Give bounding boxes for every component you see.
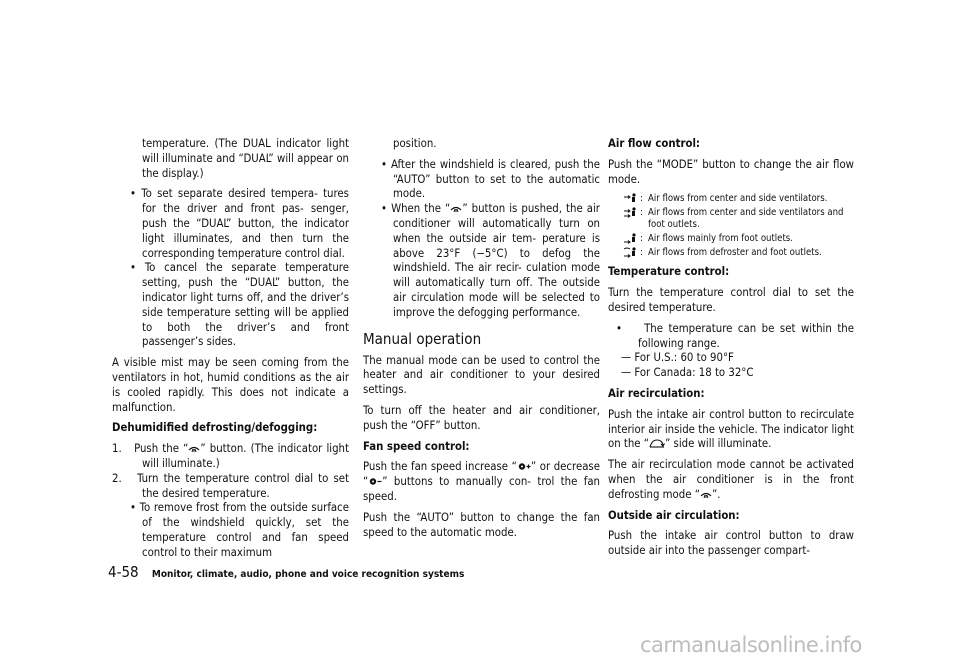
- step-text: Turn the temperature control dial to set the desired temperature.: [137, 471, 350, 500]
- fan-speed-heading: Fan speed control:: [363, 439, 470, 453]
- page-footer: [108, 565, 464, 583]
- legend-item: : Air flows from defroster and foot outlets.: [622, 247, 854, 259]
- text-part: ” side will illuminate.: [665, 437, 772, 451]
- range-canada: — For Canada: 18 to 32°C: [621, 366, 754, 380]
- watermark: carmanualsonline.info: [640, 633, 862, 657]
- text-part: ”.: [711, 487, 721, 501]
- bi-level-vent-icon: [622, 207, 640, 218]
- continued-text: temperature. (The DUAL indicator light will illuminate and “DUAL” will appear on the display.): [142, 137, 349, 180]
- legend-text: Air flows from center and side ventilators.: [648, 193, 828, 205]
- step-text: Push the “: [134, 442, 189, 456]
- legend-text: Air flows from center and side ventilators and foot outlets.: [648, 207, 844, 231]
- fan-decrease-icon: [368, 477, 382, 486]
- outside-air-heading: Outside air circulation:: [608, 508, 740, 522]
- turn-off-text: To turn off the heater and air conditioner, push the “OFF” button.: [363, 403, 600, 432]
- defrost-foot-icon: [622, 247, 640, 258]
- column-2: [363, 137, 600, 546]
- bullet-temp-range: • The temperature can be set within the following range.: [616, 321, 854, 350]
- bullet-windshield-cleared: • After the windshield is cleared, push the “AUTO” button to set to the automatic mode.: [381, 157, 600, 201]
- defrost-icon: [450, 204, 462, 213]
- bullet-text: When the “: [391, 202, 451, 216]
- text-part: Push the fan speed increase “: [363, 460, 517, 474]
- fan-speed-text: [363, 460, 600, 504]
- temperature-heading: Temperature control:: [608, 265, 730, 279]
- legend-item: : Air flows mainly from foot outlets.: [622, 233, 854, 245]
- range-us: — For U.S.: 60 to 90°F: [621, 351, 734, 365]
- bullet-dual-set: • To set separate desired tempera- tures for the driver and front pas- senger, push the “DUAL” button, the indicator light illuminates, and then turn the corresponding temperature control dial.: [130, 187, 349, 260]
- bullet-dual-cancel: • To cancel the separate temperature setting, push the “DUAL” button, the indicator light turns off, and the driver’s side temperature setting will be applied to both the driver’s and front passenger’s sides.: [130, 261, 349, 349]
- legend-text: Air flows mainly from foot outlets.: [648, 233, 793, 245]
- defrost-icon: [188, 444, 200, 453]
- air-flow-legend: [622, 193, 854, 259]
- column-3: [608, 137, 854, 565]
- bullet-text: After the windshield is cleared, push the “AUTO” button to set to the automatic mode.: [390, 157, 600, 201]
- face-vent-icon: [622, 193, 640, 204]
- step-number: 2.: [112, 471, 122, 485]
- text-part: Push the intake air control button to recirculate interior air inside the vehicle. The indicator light on the “: [608, 407, 854, 451]
- bullet-defog-auto: • When the “ ” button is pushed, the air conditioner will automatically turn on when the outside air tem- perature is above 23°F (−5°C) to defog the windshield. The air recir- culation mode will automatically turn off. The outside air circulation mode will be selected to improve the defogging performance.: [381, 202, 600, 319]
- section-title: Monitor, climate, audio, phone and voice recognition systems: [151, 569, 465, 580]
- bullet-text: To remove frost from the outside surface of the windshield quickly, set the temperature control and fan speed control to their maximum: [139, 501, 349, 559]
- bullet-text: To cancel the separate temperature setting, push the “DUAL” button, the indicator light turns off, and the driver’s side temperature setting will be applied to both the driver’s and front passenger’s sides.: [142, 261, 349, 349]
- step-number: 1.: [112, 442, 122, 456]
- defrost-icon: [700, 490, 712, 499]
- fan-increase-icon: [517, 462, 531, 471]
- manual-mode-text: The manual mode can be used to control the heater and air conditioner to your desired settings.: [363, 353, 600, 397]
- dehumidified-heading: Dehumidified defrosting/defogging:: [112, 421, 318, 435]
- legend-item: : Air flows from center and side ventilators.: [622, 193, 854, 205]
- temperature-text: Turn the temperature control dial to set the desired temperature.: [608, 286, 854, 314]
- air-flow-text: Push the “MODE” button to change the air flow mode.: [608, 157, 854, 186]
- bullet-text: The temperature can be set within the following range.: [638, 321, 854, 350]
- foot-vent-icon: [622, 233, 640, 244]
- step-text: ” button. (The indicator light will illuminate.): [142, 442, 349, 470]
- mist-note: A visible mist may be seen coming from the ventilators in hot, humid conditions as the air is cooled rapidly. This does not indicate a malfunction.: [112, 356, 349, 414]
- air-flow-heading: Air flow control:: [608, 137, 700, 150]
- legend-text: Air flows from defroster and foot outlets.: [648, 247, 822, 259]
- recirculation-text: [608, 408, 854, 452]
- continued-text: position.: [393, 137, 437, 150]
- legend-item: : Air flows from center and side ventilators and foot outlets.: [622, 207, 854, 231]
- step-2: [112, 472, 349, 502]
- auto-fan-text: Push the “AUTO” button to change the fan speed to the automatic mode.: [363, 510, 600, 539]
- bullet-text: ” button is pushed, the air conditioner will automatically turn on when the outside air tem- perature is above 23°F (−5°C) to defog the windshield. The air recir- culation mode will automatically turn off. The outside air circulation mode will be selected to improve the defogging performance.: [393, 202, 600, 319]
- page-number: 4-58: [108, 563, 139, 581]
- column-1: [112, 137, 349, 561]
- recirculation-icon: [649, 439, 665, 448]
- outside-air-text: Push the intake air control button to draw outside air into the passenger compart-: [608, 529, 854, 558]
- bullet-remove-frost: • To remove frost from the outside surface of the windshield quickly, set the temperature control and fan speed control to their maximum: [130, 501, 349, 559]
- recirculation-note: [608, 458, 854, 502]
- text-part: ” buttons to manually con- trol the fan speed.: [363, 475, 600, 503]
- text-part: ” or decrease “: [363, 460, 600, 489]
- text-part: The air recirculation mode cannot be activated when the air conditioner is in the front defrosting mode “: [608, 458, 854, 501]
- step-1: [112, 442, 349, 472]
- bullet-text: To set separate desired tempera- tures for the driver and front pas- senger, push the “DUAL” button, the indicator light illuminates, and then turn the corresponding temperature control dial.: [141, 187, 349, 260]
- recirculation-heading: Air recirculation:: [608, 386, 705, 400]
- manual-operation-heading: Manual operation: [363, 329, 482, 348]
